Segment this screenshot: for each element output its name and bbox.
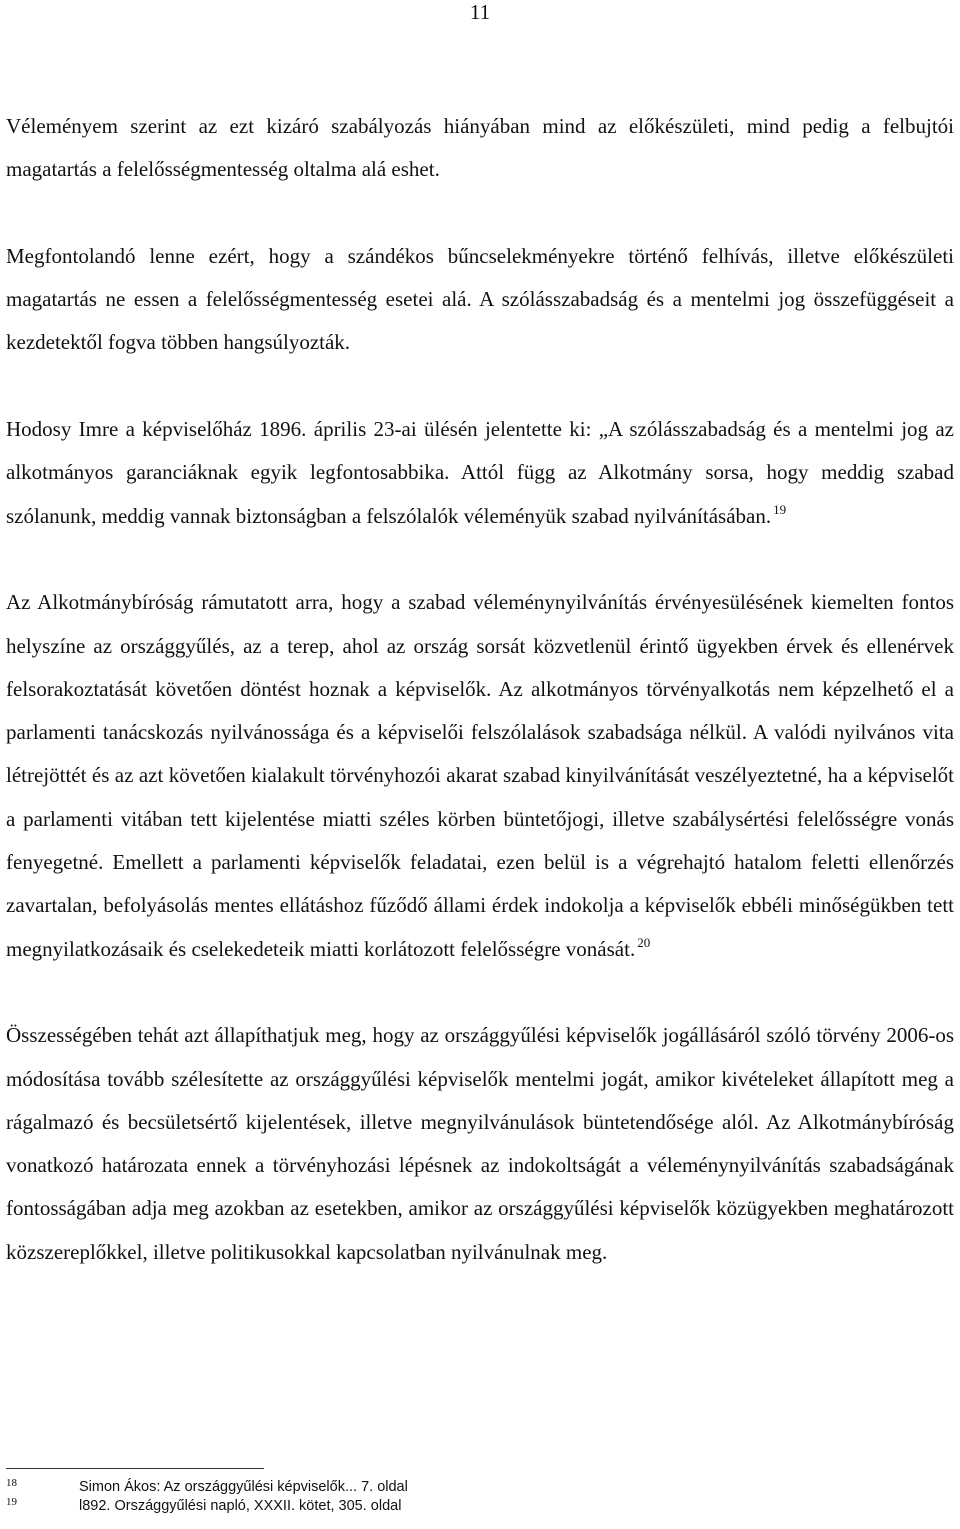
paragraph-text: Hodosy Imre a képviselőház 1896. április 23-ai ülésén jelentette ki: „A szólásszabadság és a mentelmi jog az alkotmányos garanciáknak egyik legfontosabbika. Attól függ az Alkotmány sorsa, hogy meddig szabad szólanunk, meddig vannak biztonságban a felszólalók véleményük szabad nyilvánításában. xyxy=(6,417,954,528)
footnote-divider xyxy=(6,1468,264,1469)
paragraph-text: Megfontolandó lenne ezért, hogy a szándékos bűncselekményekre történő felhívás, illetve előkészületi magatartás ne essen a felelősségmentesség esetei alá. A szólásszabadság és a mentelmi jog összefüggéseit a kezdetektől fogva többen hangsúlyozták. xyxy=(6,243,954,355)
footnote-number: 19 xyxy=(6,1496,17,1508)
page-number: 11 xyxy=(469,0,491,24)
paragraph xyxy=(6,105,954,192)
footnote-text: Simon Ákos: Az országgyűlési képviselők... 7. oldal xyxy=(79,1479,408,1495)
footnote-ref[interactable]: 19 xyxy=(773,501,787,517)
paragraph xyxy=(6,1014,954,1274)
footnote-text: l892. Országgyűlési napló, XXXII. kötet, 305. oldal xyxy=(79,1498,402,1514)
footnotes xyxy=(6,1478,906,1516)
footnote-number: 18 xyxy=(6,1477,17,1489)
body-text xyxy=(6,105,954,1274)
footnote xyxy=(6,1497,906,1516)
paragraph xyxy=(6,235,954,365)
paragraph xyxy=(6,581,954,971)
paragraph-text: Véleményem szerint az ezt kizáró szabályozás hiányában mind az előkészületi, mind pedig a felbujtói magatartás a felelősségmentesség oltalma alá eshet. xyxy=(6,114,954,182)
footnote-ref[interactable]: 20 xyxy=(637,934,651,950)
paragraph-text: Az Alkotmánybíróság rámutatott arra, hogy a szabad véleménynyilvánítás érvényesülésének kiemelten fontos helyszíne az országgyűlés, az a terep, ahol az ország sorsát közvetlenül érintő ügyekben érvek és ellenérvek felsorakoztatását követően döntést hoznak a képviselők. Az alkotmányos törvényalkotás nem képzelhető el a parlamenti tanácskozás nyilvánossága és a képviselői felszólalások szabadsága nélkül. A valódi nyilvános vita létrejöttét és az azt követően kialakult törvényhozói akarat szabad kinyilvánítását veszélyeztetné, ha a képviselőt a parlamenti vitában tett kijelentése miatti széles körben büntetőjogi, illetve szabálysértési felelősségre vonás fenyegetné. Emellett a parlamenti képviselők feladatai, ezen belül is a végrehajtó hatalom feletti ellenőrzés zavartalan, befolyásolás mentes ellátáshoz fűződő állami érdek indokolja a képviselők ebbéli minőségükben tett megnyilatkozásaik és cselekedeteik miatti korlátozott felelősségre vonását. xyxy=(6,590,954,961)
paragraph xyxy=(6,408,954,538)
footnote xyxy=(6,1478,906,1497)
paragraph-text: Összességében tehát azt állapíthatjuk meg, hogy az országgyűlési képviselők jogállásáról szóló törvény 2006-os módosítása tovább szélesítette az országgyűlési képviselők mentelmi jogát, amikor kivételeket állapított meg a rágalmazó és becsületsértő kijelentések, illetve megnyilvánulások büntetendősége alól. Az Alkotmánybíróság vonatkozó határozata ennek a törvényhozási lépésnek az indokoltságát a véleménynyilvánítás szabadságának fontosságában adja meg azokban az esetekben, amikor az országgyűlési képviselők közügyekben meghatározott közszereplőkkel, illetve politikusokkal kapcsolatban nyilvánulnak meg. xyxy=(6,1023,954,1264)
